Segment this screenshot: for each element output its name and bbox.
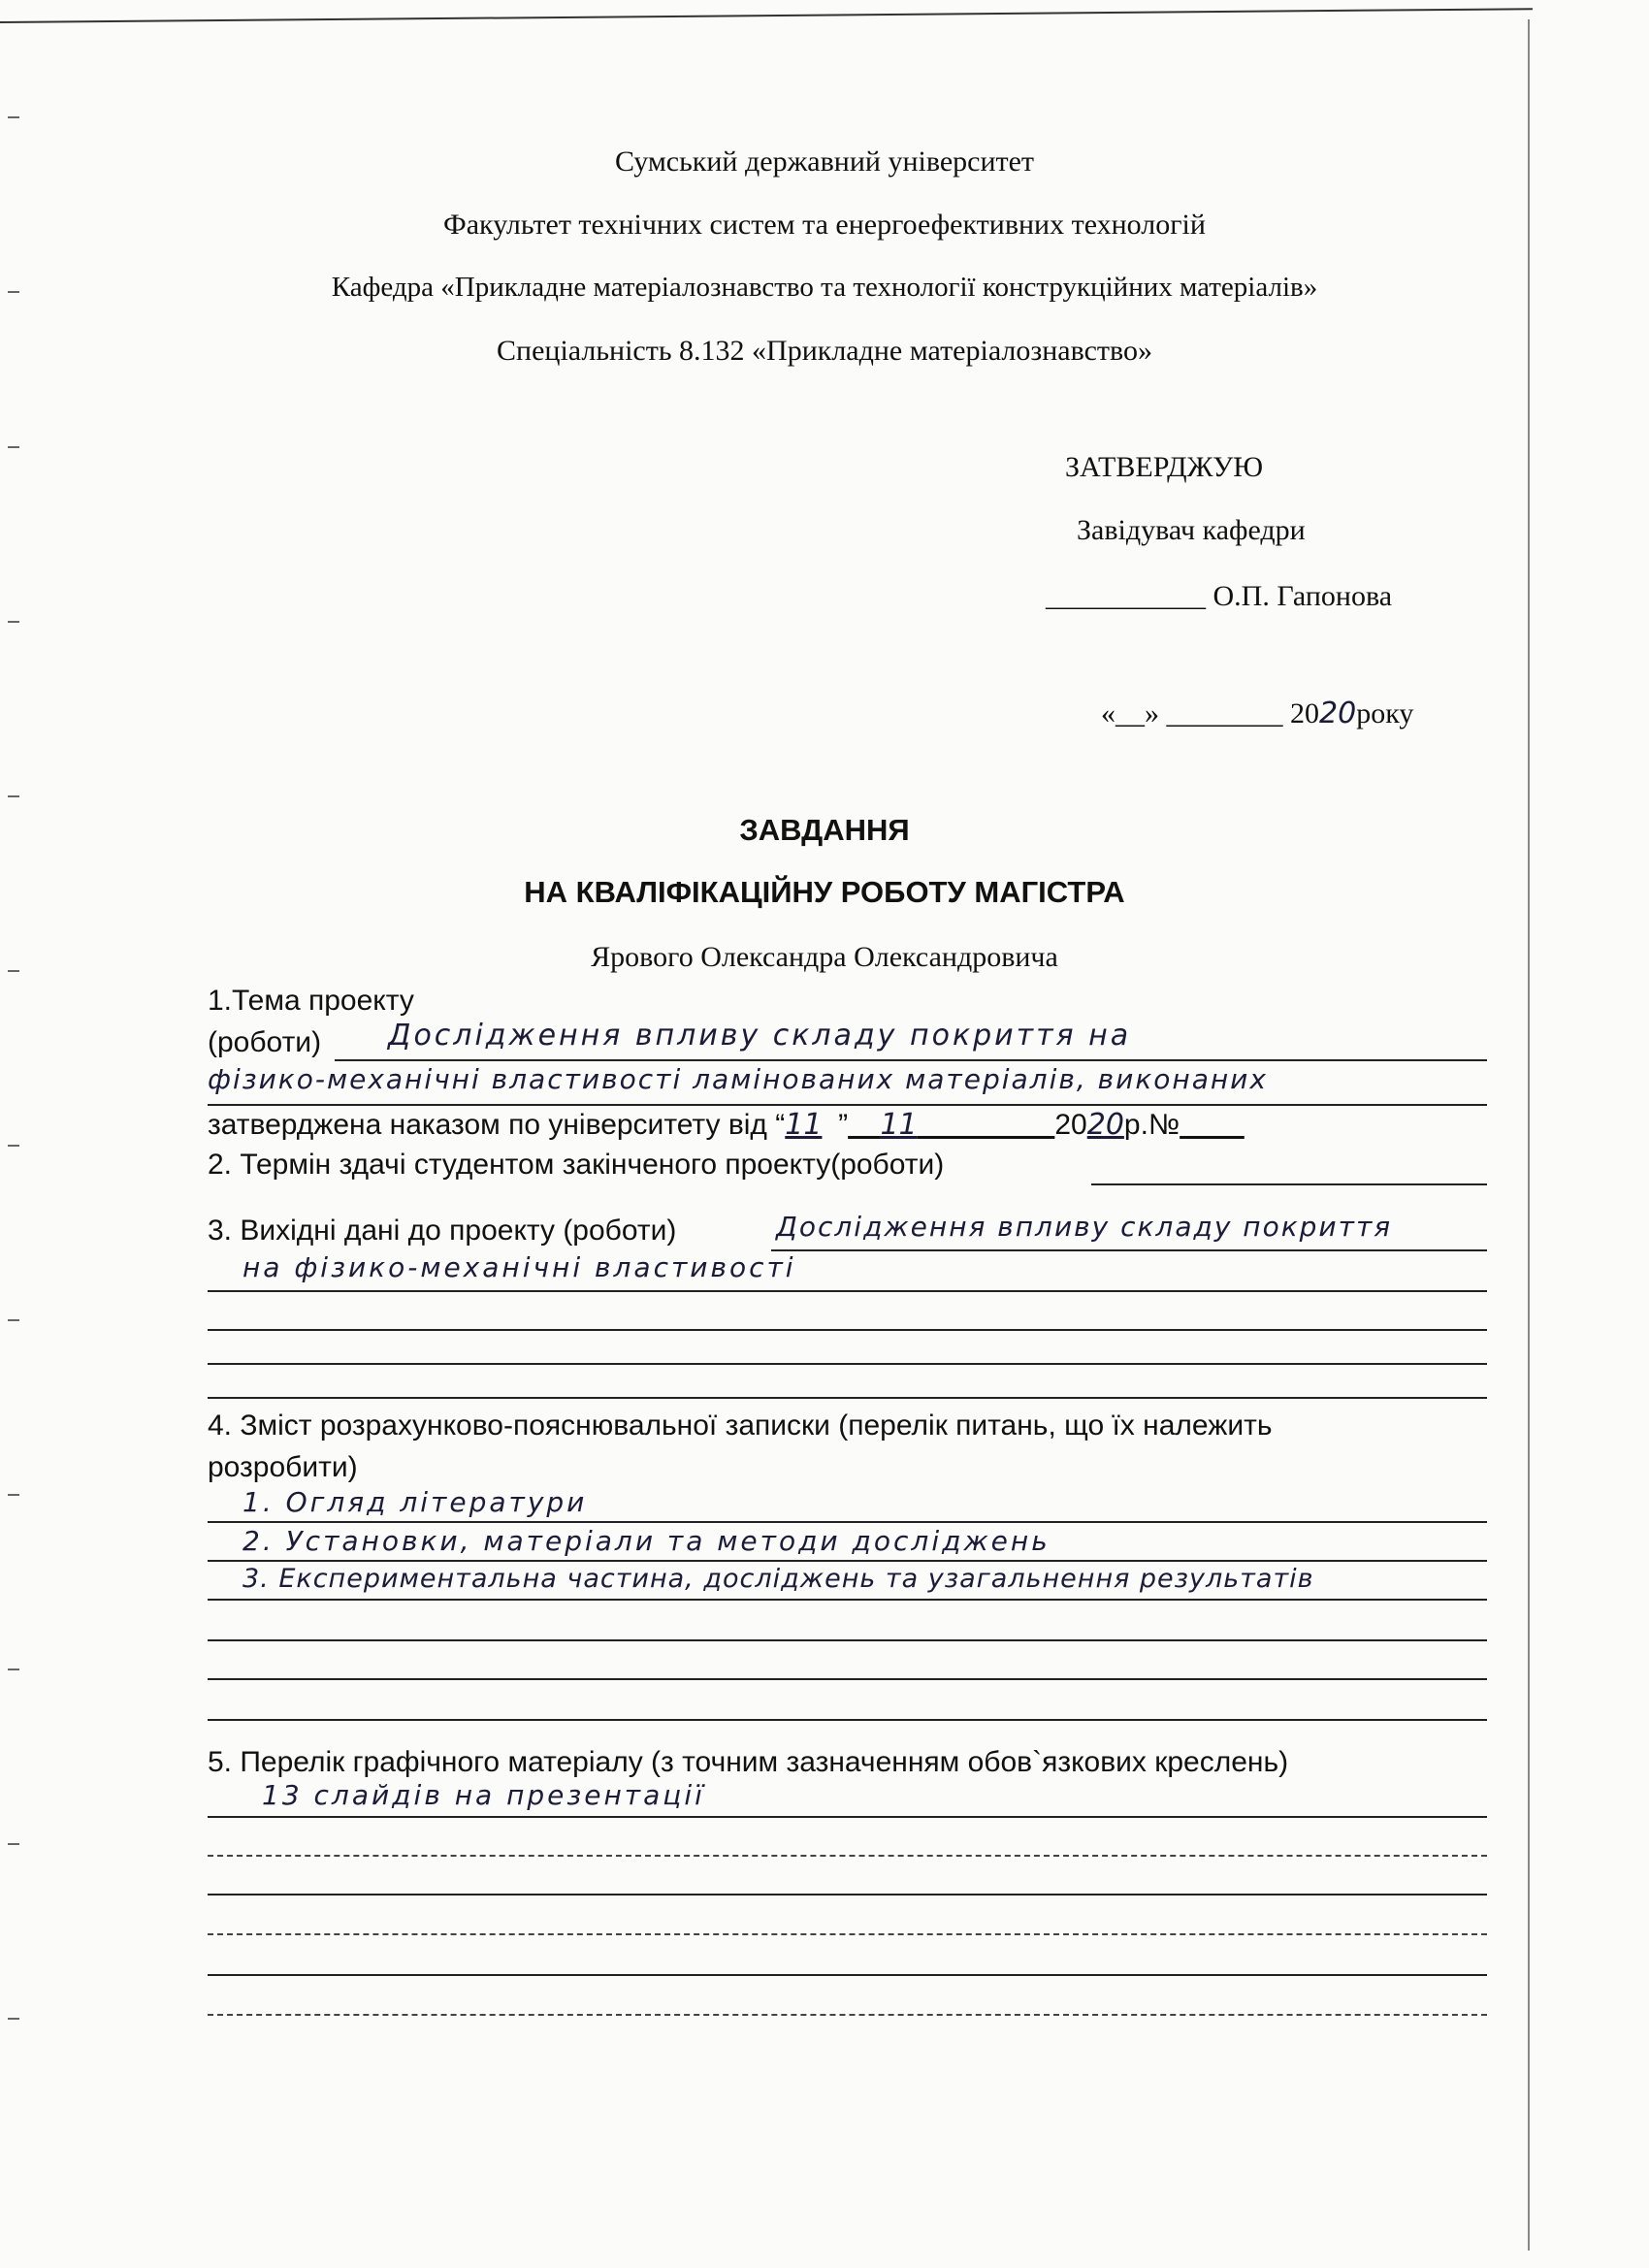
handwritten-content-item-1: 1. Огляд літератури [242,1486,588,1518]
content-line-2 [208,1560,1487,1562]
handwritten-content-item-2: 2. Установки, матеріали та методи досліджень [242,1525,1051,1557]
handwritten-input-data-1: Дослідження впливу складу покриття [776,1211,1393,1243]
graphics-line-3 [208,1894,1487,1895]
handwritten-month: 11 [880,1108,918,1142]
input-data-line-3 [208,1329,1487,1331]
content-line-3 [208,1599,1487,1601]
content-line-6 [208,1719,1487,1721]
approval-signature-line: ___________ О.П. Гапонова [1046,580,1393,612]
graphics-line-5 [208,1974,1487,1976]
content-line-1 [208,1521,1487,1523]
department-name: Кафедра «Прикладне матеріалознавство та технології конструкційних матеріалів» [331,272,1318,303]
section-3-label: 3. Вихідні дані до проекту (роботи) [208,1215,677,1247]
graphics-line-2 [208,1855,1487,1857]
scan-edge-top [0,8,1533,23]
approval-date-line: «__» ________ 2020року [1101,697,1414,730]
handwritten-year: 20 [1319,697,1357,730]
approval-position: Завідувач кафедри [1077,514,1306,546]
graphics-line-4 [208,1933,1487,1935]
graphics-line-6 [208,2014,1487,2016]
section-1-label: 1.Тема проекту [208,985,414,1017]
handwritten-year-2: 20 [1086,1108,1124,1142]
input-data-line-1 [771,1249,1487,1251]
section-1-approved: затверджена наказом по університету від “11 ” 11 2020р.№ [208,1108,1180,1142]
handwritten-graphics: 13 слайдів на презентації [262,1779,705,1811]
input-data-line-2 [208,1290,1487,1292]
handwritten-topic-1: Дослідження впливу складу покриття на [388,1019,1132,1053]
document-title: ЗАВДАННЯ [739,813,910,847]
section-1-label-2: (роботи) [208,1026,322,1058]
specialty-name: Спеціальність 8.132 «Прикладне матеріалознавство» [497,335,1152,367]
handwritten-input-data-2: на фізико-механічні властивості [242,1251,796,1283]
graphics-line-1 [208,1816,1487,1818]
deadline-line [1091,1183,1487,1185]
topic-line-2 [208,1104,1487,1106]
section-5-label: 5. Перелік графічного матеріалу (з точним зазначенням обов`язкових креслень) [208,1746,1289,1778]
content-line-5 [208,1678,1487,1680]
section-4-label-2: розробити) [208,1451,358,1483]
section-2-label: 2. Термін здачі студентом закінченого проекту(роботи) [208,1149,945,1181]
content-line-4 [208,1639,1487,1641]
input-data-line-5 [208,1397,1487,1399]
handwritten-day: 11 [785,1108,823,1142]
approval-title: ЗАТВЕРДЖУЮ [1065,451,1264,483]
handwritten-topic-2: фізико-механічні властивості ламінованих матеріалів, виконаних [208,1063,1268,1095]
faculty-name: Факультет технічних систем та енергоефективних технологій [443,209,1206,241]
input-data-line-4 [208,1363,1487,1365]
section-4-label: 4. Зміст розрахунково-пояснювальної записки (перелік питань, що їх належить [208,1409,1273,1442]
student-name: Ярового Олександра Олександровича [591,941,1058,973]
university-name: Сумський державний університет [614,146,1035,178]
handwritten-content-item-3: 3. Експериментальна частина, досліджень та узагальнення результатів [242,1564,1314,1594]
document-subtitle: НА КВАЛІФІКАЦІЙНУ РОБОТУ МАГІСТРА [524,875,1125,909]
topic-line-1 [335,1059,1487,1061]
